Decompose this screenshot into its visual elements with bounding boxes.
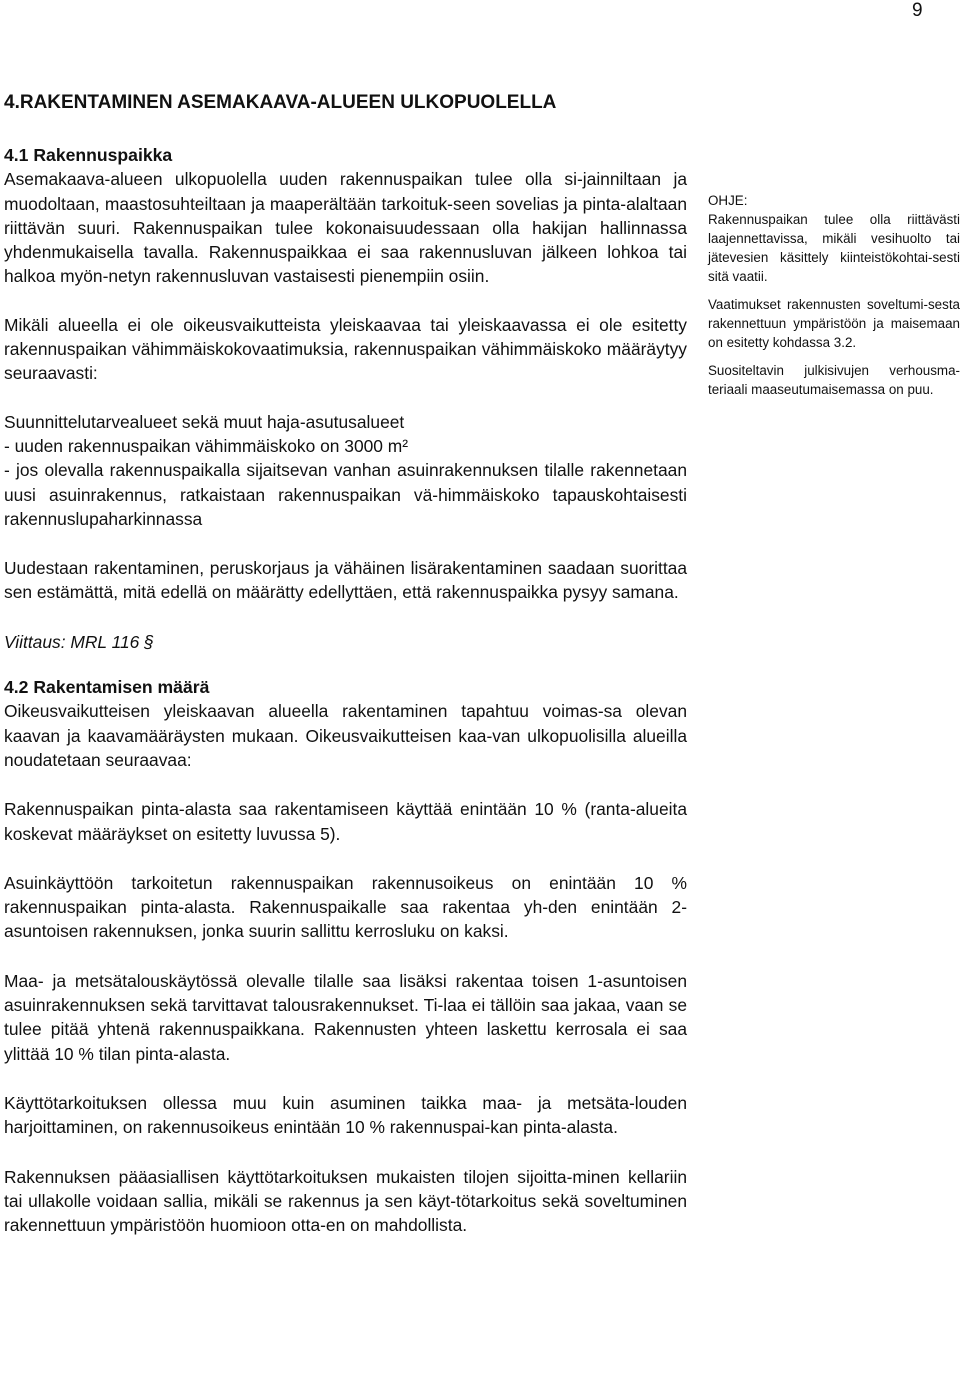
side-note-label: OHJE: [708,193,748,208]
section-4-1-paragraph-3: Uudestaan rakentaminen, peruskorjaus ja vähäinen lisärakentaminen saadaan suorittaa sen estämättä, mitä edellä on määrätty edellyttäen, että rakennuspaikka pysyy samana. [4,558,687,603]
chapter-title: 4.RAKENTAMINEN ASEMAKAAVA-ALUEEN ULKOPUOLELLA [4,92,557,113]
section-4-2-paragraph-4: Maa- ja metsätalouskäytössä olevalle tilalle saa lisäksi rakentaa toisen 1-asuntoisen asuinrakennuksen sekä tarvittavat talousrakennukset. Ti-laa ei tällöin saa jakaa, vaan se tulee pitää yhtenä rakennuspaikkana. Rakennusten yhteen laskettu kerrosala ei saa ylittää 10 % tilan pinta-alasta. [4,970,687,1064]
side-note-3: Suositeltavin julkisivujen verhousma-teriaali maaseutumaisemassa on puu. [708,363,960,397]
section-4-2-paragraph-5: Käyttötarkoituksen ollessa muu kuin asuminen taikka maa- ja metsäta-louden harjoittaminen, on rakennusoikeus enintään 10 % rakennuspai-kan pinta-alasta. [4,1092,687,1138]
list-title: Suunnittelutarvealueet sekä muut haja-asutusalueet [4,411,405,432]
main-text-column [4,143,687,1237]
section-4-2-paragraph-2: Rakennuspaikan pinta-alasta saa rakentamiseen käyttää enintään 10 % (ranta-alueita koskevat määräykset on esitetty luvussa 5). [4,799,687,844]
law-reference: Viittaus: MRL 116 § [4,631,154,652]
section-4-2-paragraph-1: Oikeusvaikutteisen yleiskaavan alueella rakentaminen tapahtuu voimas-sa olevan kaavan ja kaavamääräysten mukaan. Oikeusvaikutteisen kaa-van ulkopuolisilla alueilla noudatetaan seuraavaa: [4,701,687,770]
section-4-2-paragraph-3: Asuinkäyttöön tarkoitetun rakennuspaikan rakennusoikeus on enintään 10 % rakennuspaikan pinta-alasta. Rakennuspaikalle saa rakentaa yh-den enintään 2-asuntoisen rakennuksen, jonka suurin sallittu kerrosluku on kaksi. [4,872,687,942]
section-4-1-paragraph-1: Asemakaava-alueen ulkopuolella uuden rakennuspaikan tulee olla si-jainniltaan ja muodoltaan, maastosuhteiltaan ja maaperältään tarkoituk-seen sovelias ja pinta-alaltaan riittävän suuri. Rakennuspaikan tulee kokonaisuudessaan olla hakijan hallinnassa yhdenmukaisella tavalla. Rakennuspaikkaa ei saa rakennusluvan jälkeen lohkoa tai halkoa myön-netyn rakennusluvan vastaisesti pienempiin osiin. [4,169,687,287]
list-item-replacement-building: - jos olevalla rakennuspaikalla sijaitsevan vanhan asuinrakennuksen tilalle rakennetaan uusi asuinrakennus, ratkaistaan rakennuspaikan vä-himmäiskoko tapauskohtaisesti rakennuslupaharkinnassa [4,460,687,529]
page-number: 9 [912,0,923,21]
section-4-2-heading: 4.2 Rakentamisen määrä [4,677,210,698]
section-4-1-paragraph-2: Mikäli alueella ei ole oikeusvaikutteista yleiskaavaa tai yleiskaavassa ei ole esitetty rakennuspaikan vähimmäiskokovaatimuksia, rakennuspaikan vähimmäiskoko määräytyy seuraavasti: [4,314,687,384]
side-note [708,191,960,399]
section-4-1-heading: 4.1 Rakennuspaikka [4,145,173,165]
side-note-2: Vaatimukset rakennusten soveltumi-sesta rakennettuun ympäristöön ja maisemaan on esitetty kohdassa 3.2. [708,297,960,350]
list-item-minimum-size: - uuden rakennuspaikan vähimmäiskoko on 3000 m² [4,435,409,456]
section-4-2-paragraph-6: Rakennuksen pääasiallisen käyttötarkoituksen mukaisten tilojen sijoitta-minen kellariin tai ullakolle voidaan sallia, mikäli se rakennus ja sen käyt-tötarkoitus sekä soveltuminen rakennettuun ympäristöön huomioon otta-en on mahdollista. [4,1166,687,1236]
side-note-1: Rakennuspaikan tulee olla riittävästi laajennettavissa, mikäli vesihuolto tai jätevesien käsittely kiinteistökohtai-sesti sitä vaatii. [708,212,960,284]
